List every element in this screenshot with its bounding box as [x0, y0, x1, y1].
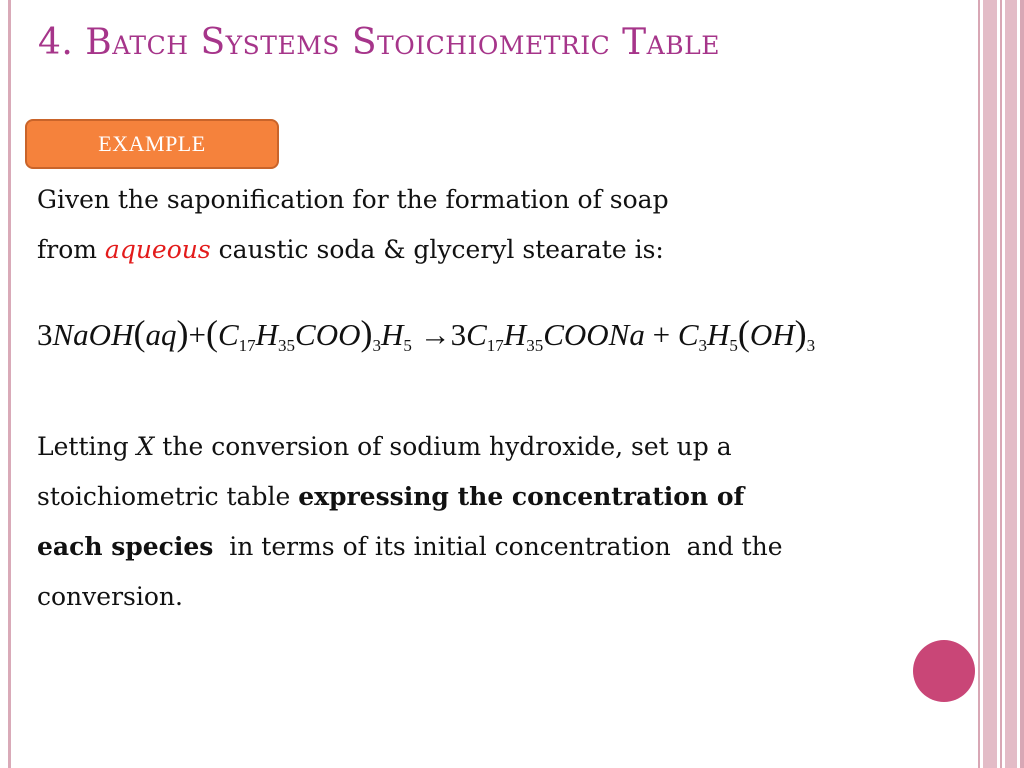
intro-line-1: Given the saponification for the formation of soap — [37, 185, 669, 214]
example-badge: EXAMPLE — [25, 119, 279, 169]
slide-title: 4. Batch Systems Stoichiometric Table — [38, 22, 720, 63]
left-border-line — [8, 0, 11, 768]
intro-line-2: from aqueous caustic soda & glyceryl stearate is: — [37, 235, 664, 264]
aqueous-emphasis: aqueous — [104, 235, 211, 264]
task-text — [37, 422, 783, 622]
task-line-1: Letting X the conversion of sodium hydroxide, set up a — [37, 432, 732, 461]
right-decorative-stripes — [978, 0, 1024, 768]
intro-text — [37, 175, 669, 275]
saponification-equation: $3NaOH(aq)+(C_{17}H_{35}COO)_3H_5$ $\to 3C_{17}H_{35}COONa + C_3H_5(OH)_3$ — [37, 313, 816, 355]
task-line-3: each species in terms of its initial concentration and the — [37, 532, 783, 561]
conversion-variable: X — [136, 432, 155, 461]
task-line-4: conversion. — [37, 582, 183, 611]
decorative-circle — [913, 640, 975, 702]
task-line-2: stoichiometric table expressing the concentration of — [37, 482, 745, 511]
